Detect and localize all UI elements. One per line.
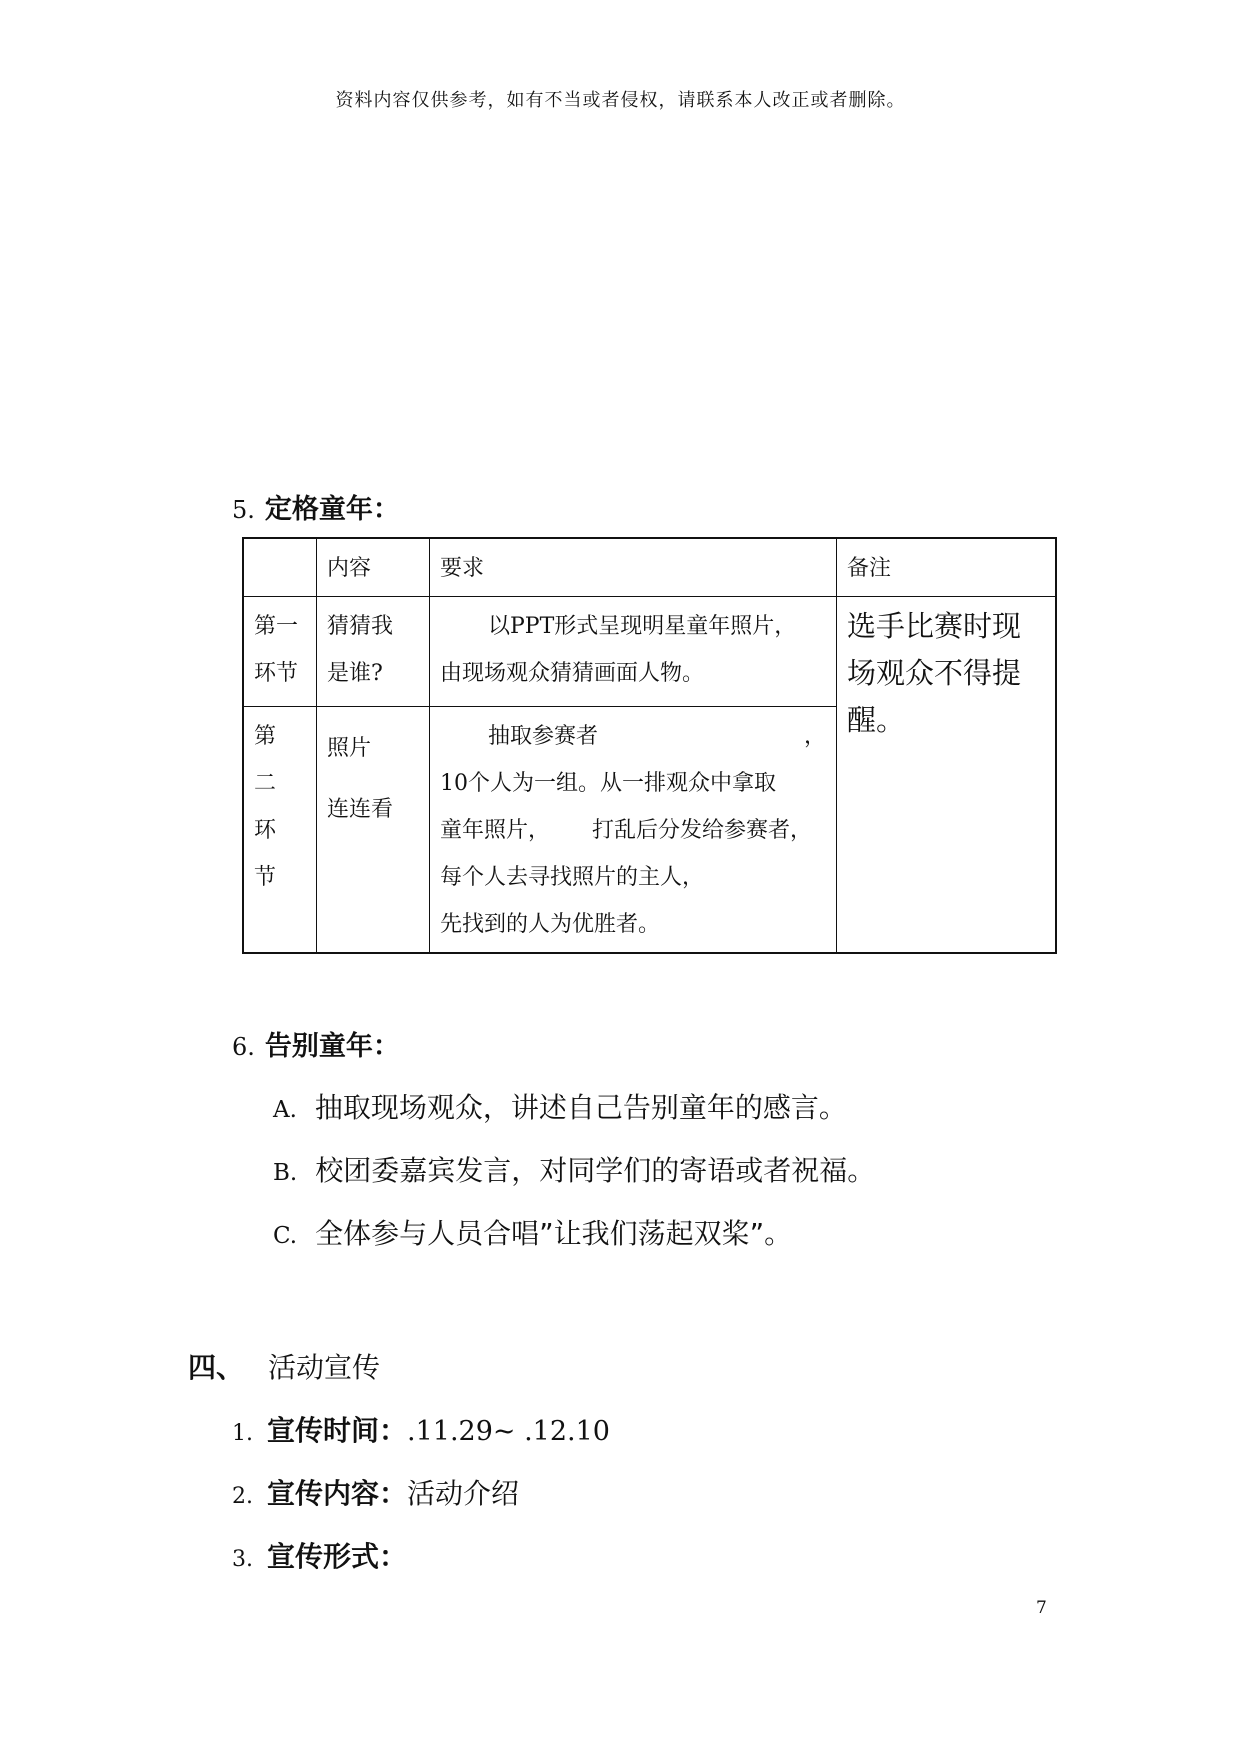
stage-line: 二 (254, 771, 277, 796)
stage-line: 第 (254, 724, 277, 749)
promo-item-key: 宣传形式： (267, 1540, 408, 1573)
table-header-cell (243, 538, 317, 597)
section-5-number: 5. (232, 496, 255, 524)
table-header-cell: 备注 (837, 538, 1057, 597)
requirement-cell (430, 707, 837, 954)
stage-line: 节 (254, 865, 277, 890)
list-item-text: 抽取现场观众，讲述自己告别童年的感言。 (314, 1091, 847, 1124)
promo-item-key: 宣传时间： (267, 1414, 408, 1447)
note-line: 醒。 (847, 703, 906, 737)
content-line: 是谁? (327, 661, 383, 686)
list-item-text: 校团委嘉宾发言，对同学们的寄语或者祝福。 (315, 1154, 876, 1187)
content-line: 照片 (327, 736, 372, 761)
table-header-row (243, 538, 1056, 597)
stage-line: 环节 (254, 661, 299, 686)
requirement-line: 每个人去寻找照片的主人， (440, 865, 705, 890)
requirement-comma: ， (803, 724, 826, 749)
promo-item (232, 1409, 610, 1449)
promo-item (232, 1535, 407, 1575)
requirement-line: 由现场观众猜猜画面人物。 (440, 661, 705, 686)
note-line: 场观众不得提 (847, 656, 1022, 690)
section-5-heading (232, 487, 400, 526)
requirement-line: 先找到的人为优胜者。 (440, 912, 661, 937)
content-cell (317, 597, 430, 707)
section-4-number: 四、 (188, 1351, 245, 1384)
table-header-cell: 内容 (317, 538, 430, 597)
section-5-title: 定格童年： (264, 494, 400, 525)
promo-item-number: 3. (232, 1547, 253, 1572)
section-6-heading (232, 1024, 400, 1063)
list-item-letter: B. (273, 1160, 298, 1186)
content-line: 连连看 (327, 797, 394, 822)
stage-cell (243, 707, 317, 954)
content-cell (317, 707, 430, 954)
page-header-disclaimer: 资料内容仅供参考，如有不当或者侵权，请联系本人改正或者删除。 (335, 90, 906, 111)
requirement-cell (430, 597, 837, 707)
promo-item-value: .11.29~ .12.10 (407, 1416, 610, 1447)
promo-item-number: 2. (232, 1484, 253, 1509)
requirement-line: 童年照片， (440, 818, 551, 843)
section-6-title: 告别童年： (264, 1031, 400, 1062)
list-item (273, 1086, 847, 1126)
requirement-line: 以PPT形式呈现明星童年照片， (488, 614, 797, 639)
stage-line: 第一 (254, 614, 299, 639)
section-4-title: 活动宣传 (268, 1351, 381, 1384)
list-item-letter: C. (273, 1223, 298, 1249)
promo-item (232, 1472, 519, 1512)
list-item (273, 1212, 792, 1252)
activity-table (242, 537, 1057, 954)
requirement-line: 打乱后分发给参赛者， (592, 818, 813, 843)
requirement-line: 抽取参赛者 (488, 724, 599, 749)
table-row (243, 597, 1056, 707)
stage-line: 环 (254, 818, 277, 843)
list-item-letter: A. (273, 1097, 297, 1123)
page-number: 7 (1036, 1598, 1047, 1618)
section-4-heading (188, 1346, 380, 1386)
promo-item-number: 1. (232, 1421, 253, 1446)
table-header-cell: 要求 (430, 538, 837, 597)
content-line: 猜猜我 (327, 614, 394, 639)
stage-cell (243, 597, 317, 707)
section-6-number: 6. (232, 1033, 255, 1061)
list-item-text: 全体参与人员合唱”让我们荡起双桨”。 (315, 1217, 793, 1250)
promo-item-key: 宣传内容： (267, 1477, 408, 1510)
promo-item-value: 活动介绍 (407, 1477, 520, 1510)
list-item (273, 1149, 875, 1189)
note-cell (837, 597, 1057, 954)
note-line: 选手比赛时现 (847, 609, 1022, 643)
requirement-line: 10个人为一组。从一排观众中拿取 (440, 771, 776, 796)
